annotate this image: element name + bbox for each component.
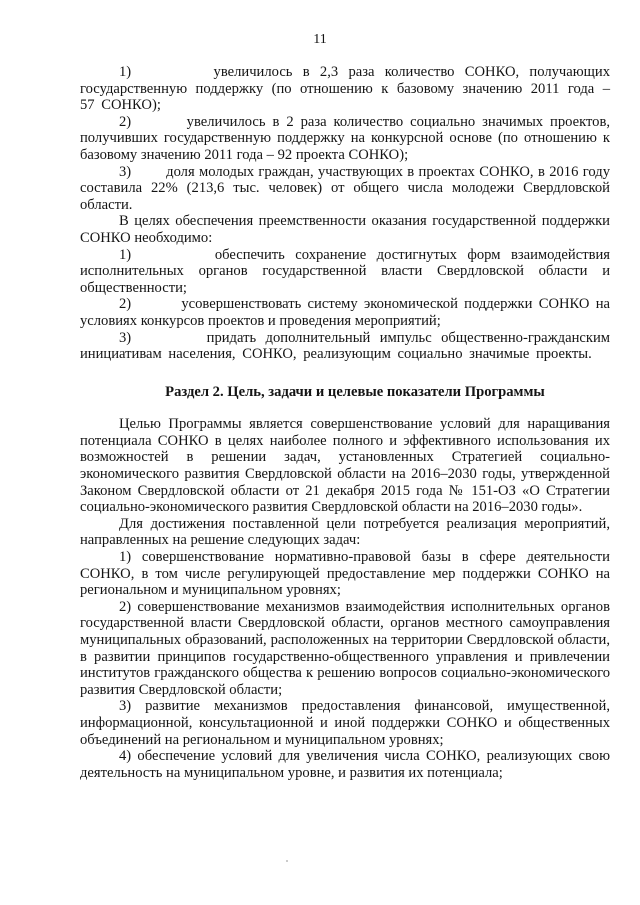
continuity-intro: В целях обеспечения преемственности оказания государственной поддержки СОНКО необходимо: xyxy=(80,213,610,246)
spacer xyxy=(80,400,610,416)
task-item-2: 2) совершенствование механизмов взаимодействия исполнительных органов государственной власти Свердловской области, органов местного самоуправления муниципальных образований, расположенных на территории Свердловской области, в развитии принципов государственно-общественного управления и привлечении институтов гражданского общества к решению вопросов социально-экономического развития Свердловской области; xyxy=(80,598,610,698)
goal-paragraph: Целью Программы является совершенствование условий для наращивания потенциала СОНКО в целях наиболее полного и эффективного использования их возможностей в решении задач, установленных Стратегией социально-экономического развития Свердловской области на 2016–2030 годы, утвержденной Законом Свердловской области от 21 декабря 2015 года № 151-ОЗ «О Стратегии социально-экономического развития Свердловской области на 2016–2030 годы». xyxy=(80,416,610,516)
continuity-item-1: 1) обеспечить сохранение достигнутых форм взаимодействия исполнительных органов государственной власти Свердловской области и общественности; xyxy=(80,246,610,296)
task-item-4: 4) обеспечение условий для увеличения числа СОНКО, реализующих свою деятельность на муниципальном уровне, и развития их потенциала; xyxy=(80,748,610,781)
scan-speck xyxy=(286,860,288,862)
tasks-intro: Для достижения поставленной цели потребуется реализация мероприятий, направленных на решение следующих задач: xyxy=(80,515,610,549)
results-item-1: 1) увеличилось в 2,3 раза количество СОНКО, получающих государственную поддержку (по отношению к базовому значению 2011 года – 57 СОНКО); xyxy=(80,64,610,114)
page-number: 11 xyxy=(313,32,327,47)
continuity-item-3: 3) придать дополнительный импульс общественно-гражданским инициативам населения, СОНКО, реализующим социально значимые проекты. xyxy=(80,329,610,363)
spacer xyxy=(80,363,610,384)
document-body xyxy=(80,64,610,781)
task-item-1: 1) совершенствование нормативно-правовой базы в сфере деятельности СОНКО, в том числе регулирующей предоставление мер поддержки СОНКО на региональном и муниципальном уровнях; xyxy=(80,549,610,599)
results-item-2: 2) увеличилось в 2 раза количество социально значимых проектов, получивших государственную поддержку на конкурсной основе (по отношению к базовому значению 2011 года – 92 проекта СОНКО); xyxy=(80,113,610,163)
continuity-item-2: 2) усовершенствовать систему экономической поддержки СОНКО на условиях конкурсов проектов и проведения мероприятий; xyxy=(80,296,610,329)
results-item-3: 3) доля молодых граждан, участвующих в проектах СОНКО, в 2016 году составила 22% (213,6 тыс. человек) от общего числа молодежи Свердловской области. xyxy=(80,163,610,213)
section-heading: Раздел 2. Цель, задачи и целевые показатели Программы xyxy=(165,383,545,400)
task-item-3: 3) развитие механизмов предоставления финансовой, имущественной, информационной, консультационной и иной поддержки СОНКО и общественных объединений на региональном и муниципальном уровнях; xyxy=(80,698,610,748)
